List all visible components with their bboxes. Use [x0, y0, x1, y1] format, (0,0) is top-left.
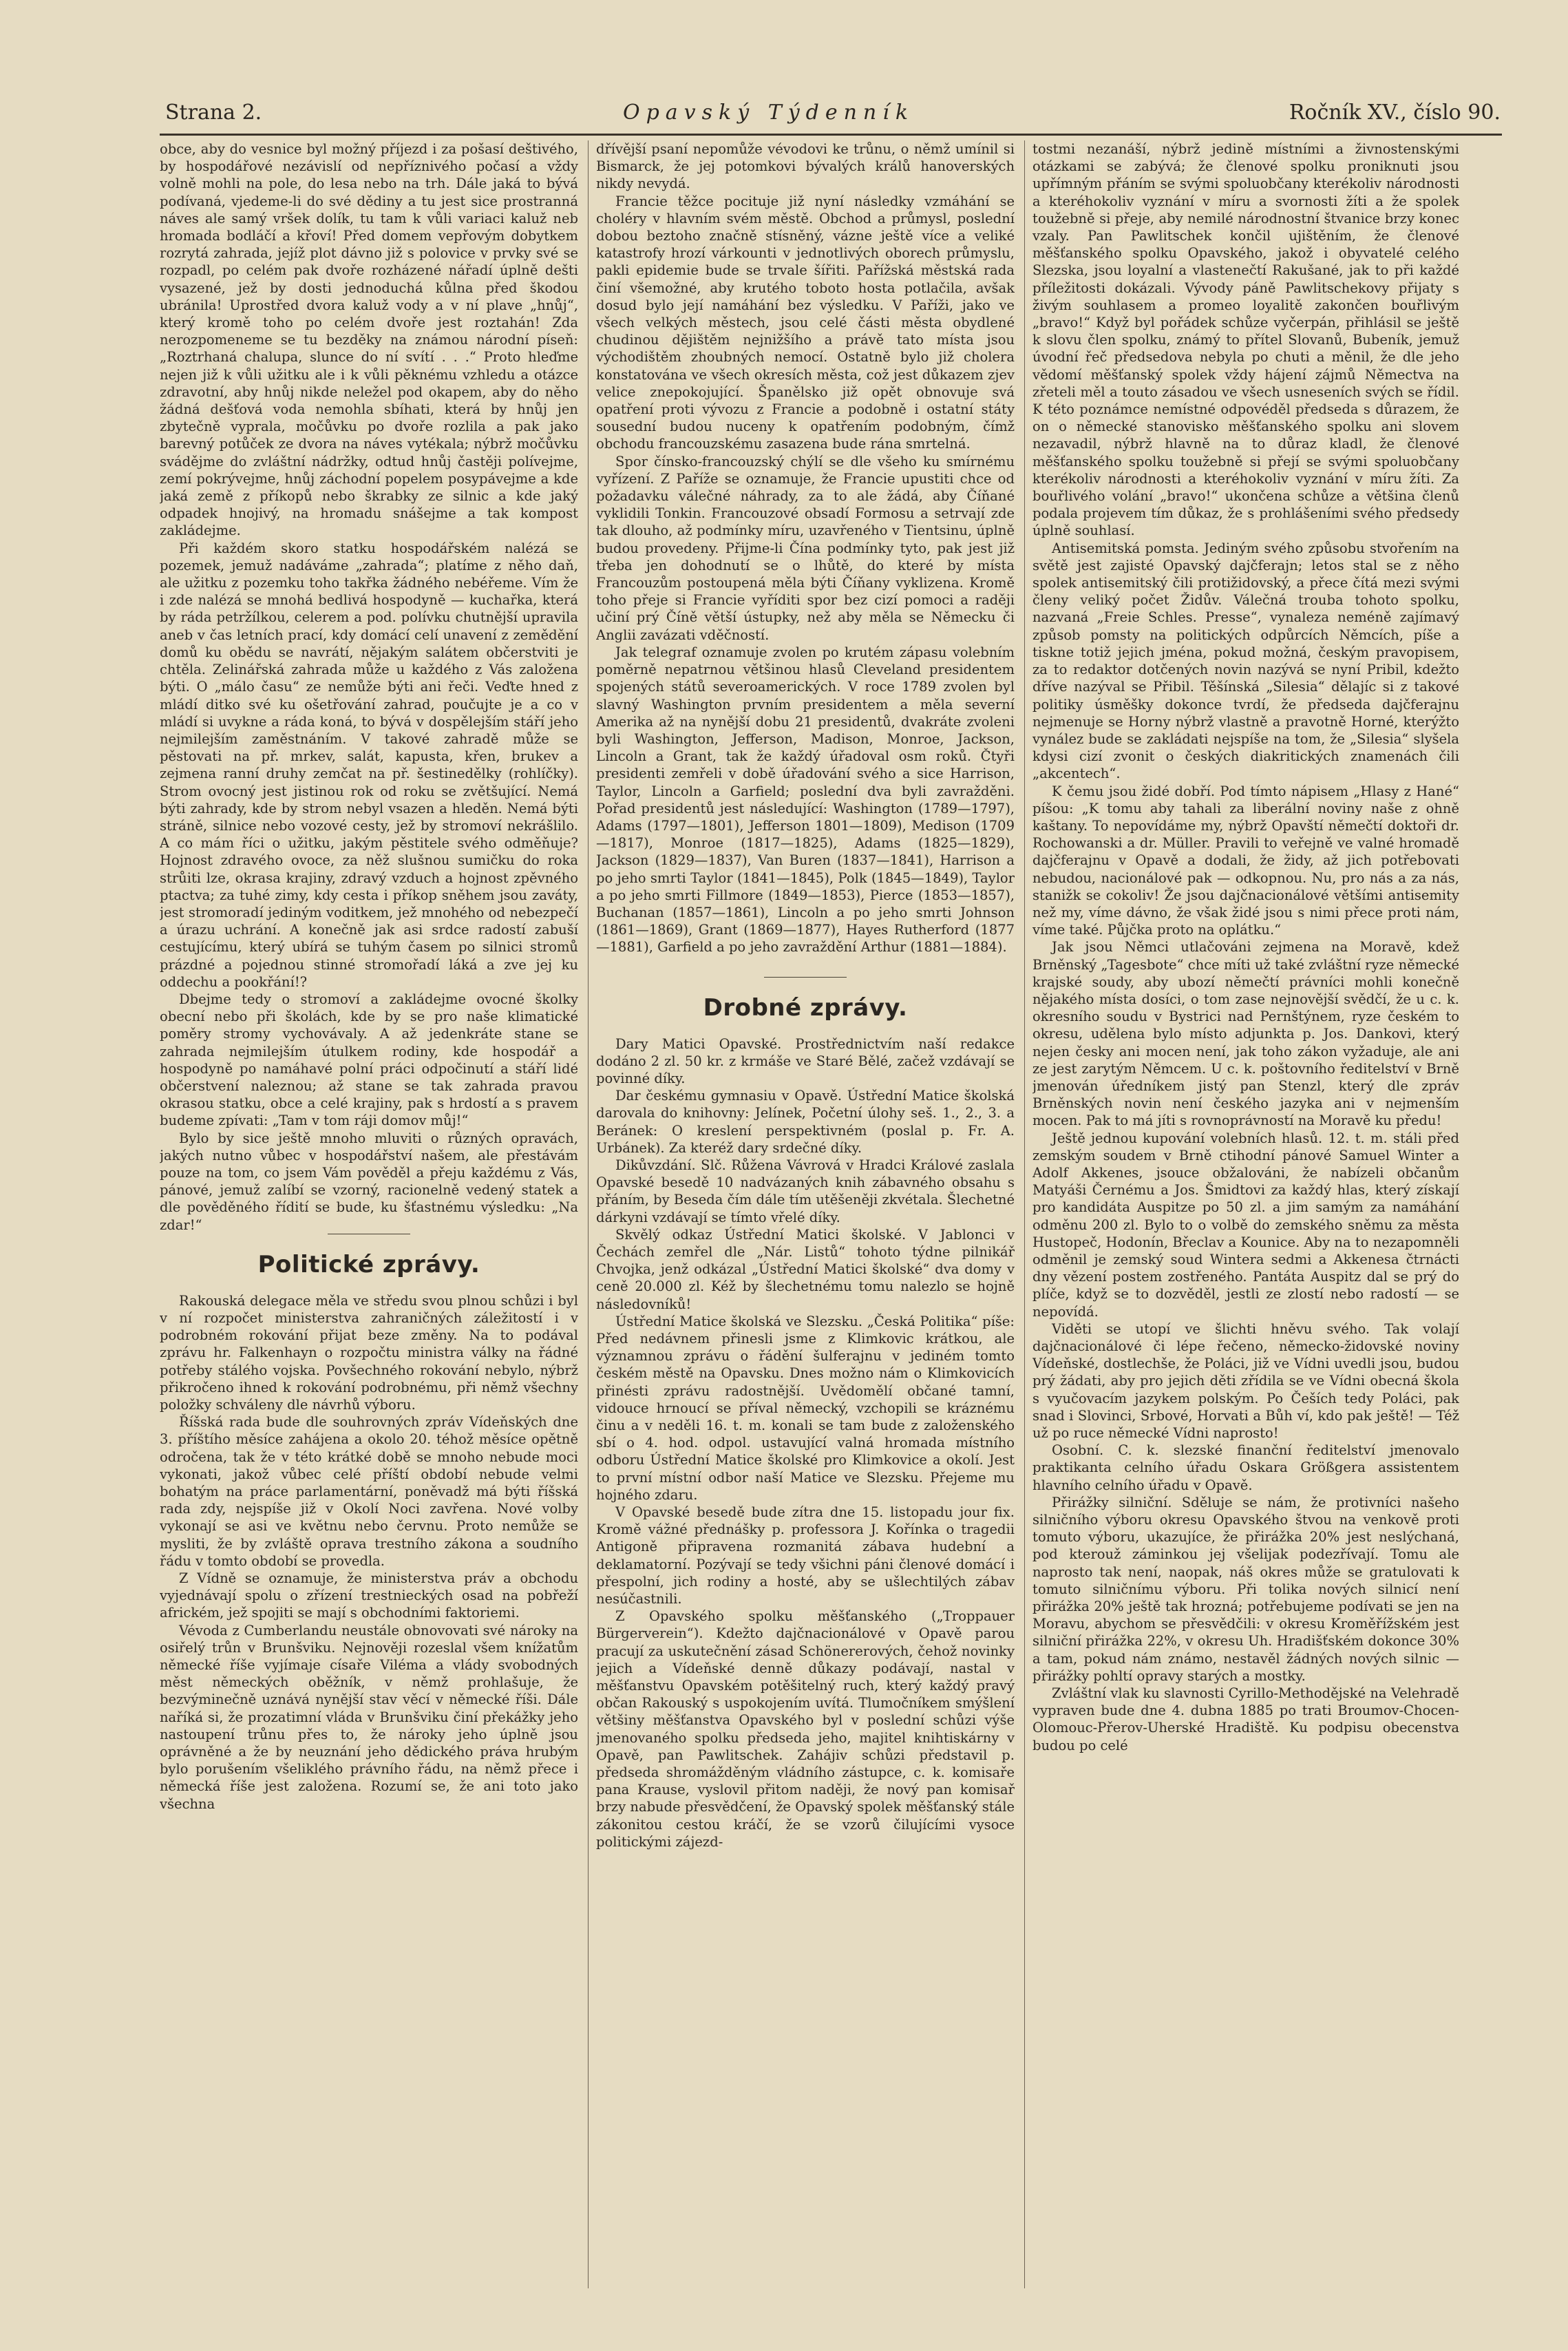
column-separator: [588, 140, 589, 2288]
column-2: [596, 140, 1015, 2288]
news-item: Osobní. C. k. slezské finanční ředitelství jmenovalo praktikanta celního úřadu Oskara Größgera assistentem hlavního celního úřadu v Opavě.: [1032, 1442, 1459, 1493]
news-item: Dikůvzdání. Slč. Růžena Vávrová v Hradci Králové zaslala Opavské besedě 10 nadvázaných knih zábavného obsahu s přáním, by Beseda čím dále tím utěšeněji zkvétala. Šlechetné dárkyni vzdávají se tímto vřelé díky.: [596, 1157, 1015, 1225]
news-item: Jak jsou Němci utlačováni zejmena na Moravě, kdež Brněnský „Tagesbote“ chce míti už také zvláštní ryze německé krajské soudy, aby ubozí němečtí právníci mohli konečně nějakého místa dosíci, o tom zase nejnovější svědčí, že u c. k. okresního soudu v Bystrici nad Pernštýnem, ryze českém to okresu, udělena bylo místo adjunkta p. Jos. Dankovi, který nejen česky ani mocen není, jak toho zákon vyžaduje, ale ani ze jest zarytým Němcem. U c. k. poštovního ředitelství v Brně jmenován úředníkem jistý pan Stenzl, který dle zpráv Brněnských novin není českého jazyka ani v nejmenším mocen. Pak to má jíti s rovnoprávností na Moravě ku předu!: [1032, 939, 1459, 1129]
news-item: Vévoda z Cumberlandu neustále obnovovati své nároky na osiřelý trůn v Brunšviku. Nejnověji rozeslal všem knížatům německé říše vyjímaje císaře Viléma a vlády svobodných měst německých oběžník, v němž prohlašuje, že bezvýminečně uznává nynější stav věcí v německé říši. Dále naříká si, že prozatimní vláda v Brunšviku činí překážky jeho nastoupení trůnu přes to, že nároky jeho úplně jsou oprávněné a že by neuznání jeho dědického práva hrubým bylo porušením všeliklého právního řádu, na němž přece i německá říše jest založena. Rozumí se, že ani toto jako všechna: [160, 1622, 578, 1812]
page-header: [165, 96, 1501, 129]
news-item: Ještě jednou kupování volebních hlasů. 12. t. m. stáli před zemským soudem v Brně ctihodní pánové Samuel Winter a Adolf Akkenes, jsouce obžalováni, že nabízeli občanům Matyáši Černému a Jos. Šmidtovi za každý hlas, který získají pro kandidáta Auspitze po 50 zl. a jim samým za namáhání odměnu 200 zl. Bylo to o volbě do zemského sněmu za města Hustopeč, Hodonín, Břeclav a Kounice. Aby na to nezapomněli odměnil je zemský soud Wintera sedmi a Akkenesa čtrnácti dny vězení postem zostřeného. Pantáta Auspitz dal se prý do plíče, když se to dozvěděl, jestli ze zlostí nebo radostí — se nepovídá.: [1032, 1130, 1459, 1320]
news-item: Přirážky silniční. Sděluje se nám, že protivníci našeho silničního výboru okresu Opavského štvou na venkově proti tomuto výboru, ukazujíce, že přirážka 20% jest neslýchaná, pod kterouž záminkou jej všelijak podezřívají. Tomu ale naprosto tak není, naopak, náš okres může se gratulovati k tomuto silničnímu výboru. Při tolika nových silnicí není přirážka 20% ještě tak hrozná; potřebujeme podívati se jen na Moravu, abychom se přesvědčili: v okresu Kroměřížském jest silniční přirážka 22%, v okresu Uh. Hradišťském dokonce 30% a tam, pokud nám známo, nestavěl žádných nových silnic — přirážky pohltí opravy starých a mostky.: [1032, 1494, 1459, 1684]
article-paragraph: Francie těžce pocituje již nyní následky vzmáhání se choléry v hlavním svém městě. Obchod a průmysl, poslední dobou beztoho značně stísněný, vázne ještě více a veliké katastrofy hrozí várkounti v jednotlivých oborech průmyslu, pakli epidemie bude se trvale šířiti. Pařížská městská rada činí všemožné, aby krutého toboto hosta potlačila, avšak dosud bylo její namáhání bez výsledku. V Paříži, jako ve všech velkých městech, jsou celé části města obydlené chudinou dějištěm nejnižšího a právě tato místa jsou východištěm zhoubných nemocí. Ostatně bylo již cholera konstatována ve všech okresích města, což jest důkazem zjev velice znepokojující. Španělsko již opět obnovuje svá opatření proti vývozu z Francie a podobně i ostatní státy sousední budou nuceny k opatřením podobným, čímž obchodu francouzskému zasazena bude rána smrtelná.: [596, 193, 1015, 452]
article-paragraph: Jak telegraf oznamuje zvolen po krutém zápasu volebním poměrně nepatrnou většinou hlasů Cleveland presidentem spojených států severoamerických. V roce 1789 zvolen byl slavný Washington prvním presidentem a měla severní Amerika až na nynější dobu 21 presidentů, dvakráte zvoleni byli Washington, Jefferson, Madison, Monroe, Jackson, Lincoln a Grant, tak že každý úřadoval osm roků. Čtyři presidenti zemřeli v době úřadování svého a sice Harrison, Taylor, Lincoln a Garfield; poslední dva byli zavražděni. Pořad presidentů jest následující: Washington (1789—1797), Adams (1797—1801), Jefferson 1801—1809), Medison (1709—1817), Monroe (1817—1825), Adams (1825—1829), Jackson (1829—1837), Van Buren (1837—1841), Harrison a po jeho smrti Taylor (1841—1845), Polk (1845—1849), Taylor a po jeho smrti Fillmore (1849—1853), Pierce (1853—1857), Buchanan (1857—1861), Lincoln a po jeho smrti Johnson (1861—1869), Grant (1869—1877), Hayes Rutherford (1877—1881), Garfield a po jeho zavraždění Arthur (1881—1884).: [596, 644, 1015, 956]
column-3: [1032, 140, 1459, 2288]
news-item: Rakouská delegace měla ve středu svou plnou schůzi i byl v ní rozpočet ministerstva zahraničných záležitostí i v podrobném rokování přijat beze změny. Na to podával zprávu hr. Falkenhayn o rozpočtu ministra války na řádné potřeby stálého vojska. Povšechného rokování nebylo, nýbrž přikročeno ihned k rokování podrobnému, při němž všechny položky schváleny dle návrhů výboru.: [160, 1292, 578, 1413]
volume-issue: Ročník XV., číslo 90.: [1289, 101, 1501, 125]
column-separator: [1024, 140, 1025, 2288]
news-item: Viděti se utopí ve šlichti hněvu svého. Tak volají dajčnacionálové či lépe řečeno, německo-židovské noviny Vídeňské, dostlechše, že Poláci, již ve Vídni uvedli jsou, budou prý žádati, aby pro jejich děti zřídila se ve Vídni obecná škola s vyučovacím jazykem polským. Po Češích tedy Poláci, pak snad i Slovinci, Srbové, Horvati a Bůh ví, kdo pak ještě! — Též už po ruce německé Vídni naprosto!: [1032, 1320, 1459, 1442]
news-item: K čemu jsou židé dobří. Pod tímto nápisem „Hlasy z Hané“ píšou: „K tomu aby tahali za liberální noviny naše z ohně kaštany. To nepovídáme my, nýbrž Opavští němečtí doktoři dr. Rochowanski a dr. Müller. Pravili to veřejně ve valné hromadě dajčferajnu v Opavě a dodali, že židy, až jich potřebovati nebudou, nacionálové pak — odkopnou. Nu, pro nás a za nás, stanižk se cokoliv! Že jsou dajčnacionálové většími antisemity než my, víme dávno, že však židé jsou s nimi přece proti nám, víme také. Půjčka proto na oplátku.“: [1032, 783, 1459, 938]
header-rule: [160, 134, 1502, 136]
article-paragraph: Při každém skoro statku hospodářském nalézá se pozemek, jemuž nadáváme „zahrada“; platíme z něho daň, ale užitku z pozemku toho takřka žádného nebéřeme. Vím že i zde nalézá se mnohá bedlivá hospodyně — kuchařka, která by ráda petržílkou, celerem a pod. polívku chutnější upravila aneb v čas letních prací, kdy domácí celí unavení z zemědění domů ku obědu se navrátí, nějakým salátem občerstviti je chtěla. Zelinářská zahrada může u každého z Vás založena býti. O „málo času“ ze nemůže býti ani řeči. Veďte hned z mládí ditko své ku ošetřování zahrad, poučujte je a co v mládí si uvykne a ráda koná, to bývá v dospělejším stáří jeho nejmilejším zaměstnáním. V takové zahradě může se pěstovati na př. mrkev, salát, kapusta, křen, brukev a zejmena ranní druhy zemčat na př. šestinedělky (rohlíčky). Strom ovocný jest jistinou rok od roku se zvětšující. Nemá býti zahrady, kde by strom nebyl vsazen a hleděn. Nemá býti stráně, silnice nebo vozové cesty, jež by stromoví nekrášlilo. A co mám říci o užitku, jakým pěstitele svého odměňuje? Hojnost zdravého ovoce, za něž slušnou sumičku do roka strůiti lze, okrasa krajiny, zdravý vzduch a hojnost zpěvného ptactva; za tuhé zimy, kdy cesta i příkop sněhem jsou zaváty, jest stromoradí jediným voditkem, jež mnohého od nebezpečí a úrazu uchrání. A konečně jak asi srdce radostí zabuší cestujícímu, který ubírá se tuhým časem po silnici stromů prázdné a pojednou stinné stromořadí láká a zve jej ku oddechu a pookřání!?: [160, 540, 578, 990]
news-item: Dary Matici Opavské. Prostřednictvím naší redakce dodáno 2 zl. 50 kr. z krmáše ve Staré Bělé, začež vzdávají se povinné díky.: [596, 1035, 1015, 1086]
article-paragraph: Bylo by sice ještě mnoho mluviti o různých opravách, jakých nutno vůbec v hospodářství našem, ale přestávám pouze na tom, co jsem Vám pověděl a přeju každému z Vás, pánové, jemuž zalíbí se vzorný, racionelně vedený statek a dle pověděného řídití se bude, ku šťastnému výsledku: „Na zdar!“: [160, 1130, 578, 1233]
article-paragraph: dřívější psaní nepomůže vévodovi ke trůnu, o němž umínil si Bismarck, že jej potomkovi bývalých králů hanoverských nikdy nevydá.: [596, 141, 1015, 192]
article-paragraph: Spor čínsko-francouzský chýlí se dle všeho ku smírnému vyřízení. Z Paříže se oznamuje, že Francie upustiti chce od požadavku válečné náhrady, za to ale žádá, aby Číňané vyklidili Tonkin. Francouzové obsadí Formosu a setrvají zde tak dlouho, až podmínky míru, uzavřeného v Tientsinu, úplně budou provedeny. Přijme-li Čína podmínky tyto, pak jest již třeba jen dohodnutí se o lhůtě, do které by místa Francouzům postoupená měla býti Číňany vyklizena. Kromě toho přeje si Francie vyříditi spor bez cizí pomoci a raději učiní prý Číně větší ústupky, než aby měla se Německu či Anglii zavázati vděčností.: [596, 453, 1015, 643]
article-paragraph: Dbejme tedy o stromoví a zakládejme ovocné školky obecní nebo při školách, kde by se pro naše klimatické poměry stromy vychovávaly. A až jedenkráte stane se zahrada nejmilejším útulkem rodiny, kde hospodář a hospodyně po namáhavé polní práci odpočinutí a stáří lidé občerstvení naleznou; až stane se tak zahrada pravou okrasou statku, obce a celé krajiny, pak s hrdostí a s pravem budeme zpívati: „Tam v tom ráji domov můj!“: [160, 991, 578, 1129]
section-title-short-news: Drobné zprávy.: [703, 993, 908, 1022]
news-item: Dar českému gymnasiu v Opavě. Ústřední Matice školská darovala do knihovny: Jelínek, Početní úlohy seš. 1., 2., 3. a Beránek: O kreslení perspektivném (poslal p. Fr. A. Urbánek). Za kteréž dary srdečné díky.: [596, 1088, 1015, 1156]
column-1: [160, 140, 578, 2288]
newspaper-title: Opavský Týdenník: [623, 101, 915, 125]
news-item: Skvělý odkaz Ústřední Matici školské. V Jablonci v Čechách zemřel dle „Nár. Listů“ tohoto týdne pilnikář Chvojka, jenž odkázal „Ústřední Matici školské“ dva domy v ceně 20.000 zl. Kéž by šlechetnému tomu nalezlo se hojně následovníků!: [596, 1226, 1015, 1312]
news-item: Antisemitská pomsta. Jediným svého způsobu stvořením na světě jest zajisté Opavský dajčferajn; letos stal se z něho spolek antisemitský čili protižidovský, a přece čítá mezi svými členy veliký počet Židův. Válečná trouba tohoto spolku, nazvaná „Freie Schles. Presse“, vynaleza neméně zajímavý způsob pomsty na politických odpůrcích Němcích, píše a tiskne totiž jejich jména, pokud možná, českým pravopisem, za to redaktor dotčených novin nazývá se nyní Pribil, kdežto dříve nazýval se Přibil. Těšínská „Silesia“ dělajíc si z takové politiky úsměšky dokonce tvrdí, že předseda dajčferajnu nejmenuje se Horny nýbrž vlastně a pravotně Horné, kterýžto vynález bude se zakládati nejspíše na tom, že „Silesia“ slyšela kdysi cizí zvonit o českých diakritických znamenách čili „akcentech“.: [1032, 540, 1459, 782]
page-number: Strana 2.: [165, 101, 262, 125]
news-item: Říšská rada bude dle souhrovných zpráv Vídeňských dne 3. příštího měsíce zahájena a okolo 20. téhož měsíce opětně odročena, tak že v této krátké době se mnoho nebude moci vykonati, jakož vůbec celé příští období nebude velmi bohatým na práce parlamentární, poněvadž má býti říšská rada zdy, nejspíše již v Okolí Noci zavřena. Nové volby vykonají se asi ve květnu nebo červnu. Proto nemůže se mysliti, že by zvláště oprava trestního zákona a soudního řádu v tomto období se provedla.: [160, 1414, 578, 1569]
news-item: Z Vídně se oznamuje, že ministerstva práv a obchodu vyjednávají spolu o zřízení trestnieckých osad na pobřeží africkém, jež spojiti se mají s obchodními faktoriemi.: [160, 1570, 578, 1621]
section-divider: [764, 977, 847, 978]
article-paragraph: obce, aby do vesnice byl možný příjezd i za pošasí deštivého, by hospodářové nezávislí od nepříznivého počasí a vždy volně mohli na pole, do lesa nebo na trh. Dále jaká to bývá podívaná, vjedeme-li do své dědiny a tu jest sice prostranná náves ale samý vršek dolík, tu tam k vůli variaci kaluž neb hromada bodláčí a křoví! Před domem vepřovým dobytkem rozrytá zahrada, jejíž plot dávno již s polovice v prvky své se rozpadl, po celém pak dvoře rozházené nářadí úplně dešti vysazené, jež by dosti jednoduchá kůlna před škodou ubránila! Uprostřed dvora kaluž vody a v ní plave „hnůj“, který kromě toho po celém dvoře jest roztahán! Zda nerozpomeneme se tu bezděky na známou národní píseň: „Roztrhaná chalupa, slunce do ní svítí . . .“ Proto hleďme nejen již k vůli užitku ale i k vůli pěknému vzhledu a otázce zdravotní, aby hnůj nikde neležel pod okapem, aby do něho žádná dešťová voda nemohla sbíhati, která by hnůj jen zbytečně vyprala, močůvku po dvoře rozlila a pak jako barevný potůček ze dvora na náves vytékala; nýbrž močůvku svádějme do zvláštní nádržky, odtud hnůj častěji polívejme, zemí pokrývejme, hnůj záchodní popelem posypávejme a kde jaká země z příkopů nebo škrabky ze silnic a kde jaký odpadek hnojivý, na hromadu snášejme a tak kompost zakládejme.: [160, 141, 578, 539]
news-item: Zvláštní vlak ku slavnosti Cyrillo-Methodějské na Velehradě vypraven bude dne 4. dubna 1885 po trati Broumov-Chocen-Olomouc-Přerov-Uherské Hradiště. Ku podpisu obecenstva budou po celé: [1032, 1685, 1459, 1753]
news-item: V Opavské besedě bude zítra dne 15. listopadu jour fix. Kromě vážné přednášky p. professora J. Kořínka o tragedii Antigoně připravena rozmanitá zábava hudební a deklamatorní. Pozývají se tedy všichni páni členové domácí i přespolní, jich rodiny a hosté, aby se ušlechtilých zábav nesúčastnili.: [596, 1504, 1015, 1607]
section-title-political: Politické zprávy.: [257, 1250, 480, 1278]
news-item: Ústřední Matice školská ve Slezsku. „Česká Politika“ píše: Před nedávnem přinesli jsme z Klimkovic krátkou, ale významnou zprávu o řádění šulferajnu v jediném tomto českém městě na Opavsku. Dnes možno nám o Klimkovicích přinésti zprávu radostnější. Uvědomělí občané tamní, vidouce hrnoucí se příval německý, vzchopili se kráznému činu a v neděli 16. t. m. konali se tam bude z založenského sbí o 4. hod. odpol. ustavující valná hromada místního odboru Ústřední Matice školské pro Klimkovice a okolí. Jest to první místní odbor naší Matice ve Slezsku. Přejeme mu hojného zdaru.: [596, 1313, 1015, 1503]
article-paragraph: tostmi nezanáší, nýbrž jedině místními a živnostenskými otázkami se zabývá; že členové spolku proniknuti jsou upřímným přáním se svými spoluobčany kterékoliv národnosti a kteréhokoliv vyznání v míru a svornosti žíti a že spolek toužebně si přeje, aby nemilé národnostní štvanice brzy konec vzaly. Pan Pawlitschek končil ujištěním, že členové měšťanského spolku Opavského, jakož i obyvatelé celého Slezska, jsou loyalní a vlastenečtí Rakušané, jak to při každé příležitosti dokázali. Vývody páně Pawlitschekovy přijaty s živým souhlasem a promeo loyalitě zakončen bouřlivým „bravo!“ Když byl pořádek schůze vyčerpán, přihlásil se ještě k slovu člen spolku, známý to přítel Slovanů, Bubeník, jemuž úvodní řeč předsedova nebyla po chuti a měnil, že dle jeho vědomí měšťanský spolek vždy hájení zájmů Němectva na zřeteli měl a touto zásadou ve všech usneseních svých se řídil. K této poznámce nemístné odpovéděl předseda s důrazem, že on o německé stanovisko měšťanského spolku ani slovem nezavadil, nýbrž hlavně na to důraz kladl, že členové měšťanského spolku toužebně si přejí se svými spoluobčany kterékoliv národnosti a kteréhokoliv vyznání v míru žíti. Za bouřlivého volání „bravo!“ ukončena schůze a většina členů podala projevem tím důkaz, že s prohlášeními svého předsedy úplně souhlasí.: [1032, 141, 1459, 539]
news-item: Z Opavského spolku měšťanského („Troppauer Bürgerverein“). Kdežto dajčnacionálové v Opavě parou pracují za uskutečnění zásad Schönererových, čehož novinky jejich a Vídeňské denně důkazy podávají, nastal v měšťanstvu Opavském potěšitelný ruch, který každý pravý občan Rakouský s uspokojením uvítá. Tlumočníkem smýšlení většiny měšťanstva Opavského byl v poslední schůzi výše jmenovaného spolku předseda jeho, majitel knihtiskárny v Opavě, pan Pawlitschek. Zahájiv schůzi představil p. předseda shromážděným vládního zástupce, c. k. komisaře pana Krause, vyslovil přitom naději, že nový pan komisař brzy nabude přesvědčení, že Opavský spolek měšťanský stále zákonitou cestou kráčí, že se vzorů čilujícími vysoce politickými zájezd-: [596, 1608, 1015, 1850]
